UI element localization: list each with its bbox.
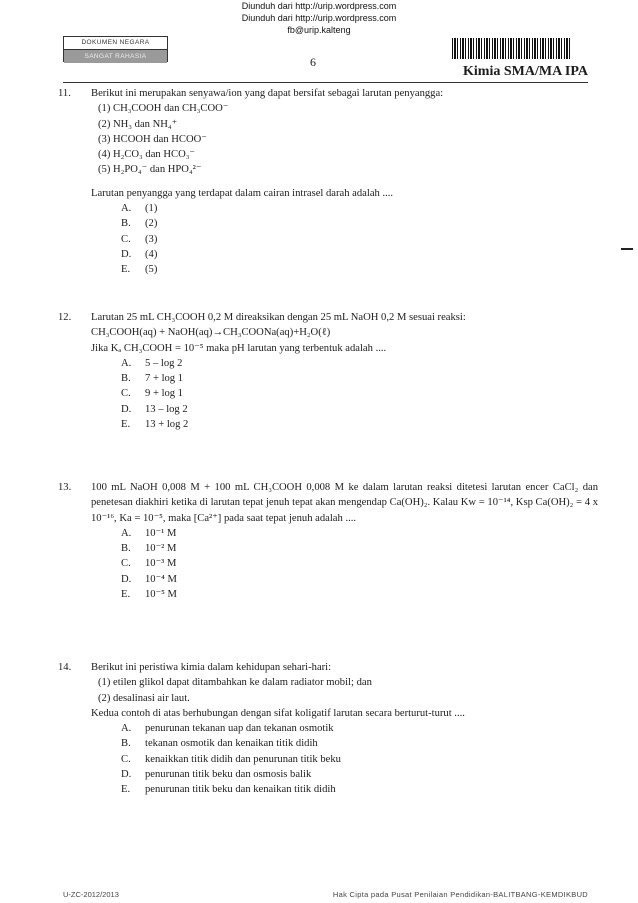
question-stem: Berikut ini peristiwa kimia dalam kehidupan sehari-hari: <box>91 662 332 673</box>
question-stem: Larutan 25 mL CH₃COOH 0,2 M direaksikan dengan 25 mL NaOH 0,2 M sesuai reaksi: <box>91 312 466 323</box>
option-d: D. 13 – log 2 <box>121 403 188 415</box>
margin-mark <box>621 248 633 250</box>
option-a: A. 10⁻¹ M <box>121 527 177 539</box>
option-e: E. penurunan titik beku dan kenaikan titik didih <box>121 784 336 796</box>
option-list <box>121 721 598 797</box>
option-b: B. (2) <box>121 218 158 230</box>
item-list <box>98 101 598 177</box>
option-d: D. (4) <box>121 248 158 260</box>
question-prompt: Kedua contoh di atas berhubungan dengan sifat koligatif larutan secara berturut-turut .... <box>91 707 465 719</box>
list-item: (1) CH₃COOH dan CH₃COO⁻ <box>98 103 229 115</box>
option-a: A. 5 – log 2 <box>121 357 183 369</box>
doc-label: DOKUMEN NEGARA <box>64 37 167 50</box>
document-classification-box <box>63 36 168 62</box>
option-e: E. 10⁻⁵ M <box>121 589 177 601</box>
option-e: E. 13 + log 2 <box>121 419 189 431</box>
option-b: B. 7 + log 1 <box>121 373 184 385</box>
option-d: D. penurunan titik beku dan osmosis balik <box>121 769 312 781</box>
option-a: A. penurunan tekanan uap dan tekanan osmotik <box>121 723 334 735</box>
question-stem: Berikut ini merupakan senyawa/ion yang dapat bersifat sebagai larutan penyangga: <box>91 88 444 99</box>
item-list <box>98 675 598 706</box>
footer-copyright: Hak Cipta pada Pusat Penilaian Pendidikan-BALITBANG-KEMDIKBUD <box>332 890 588 899</box>
watermark-line-1: Diunduh dari http://urip.wordpress.com <box>241 1 397 11</box>
question-prompt: Jika Kₐ CH₃COOH = 10⁻⁵ maka pH larutan yang terbentuk adalah .... <box>91 342 387 354</box>
list-item: (3) HCOOH dan HCOO⁻ <box>98 133 207 145</box>
question-number: 11. <box>58 88 71 99</box>
question-number: 13. <box>58 482 72 493</box>
option-list <box>121 526 598 602</box>
question-12 <box>58 310 598 432</box>
footer-code: U-ZC-2012/2013 <box>63 890 119 899</box>
list-item: (2) desalinasi air laut. <box>98 692 190 704</box>
option-a: A. (1) <box>121 203 158 215</box>
list-item: (5) H₂PO₄⁻ dan HPO₄²⁻ <box>98 164 202 176</box>
question-11 <box>58 86 598 278</box>
subject-title: Kimia SMA/MA IPA <box>463 64 588 79</box>
watermark-line-3: fb@urip.kalteng <box>287 25 351 35</box>
option-c: C. (3) <box>121 233 158 245</box>
option-list <box>121 201 598 277</box>
question-14 <box>58 660 598 798</box>
secret-label: SANGAT RAHASIA <box>64 50 167 63</box>
option-c: C. 10⁻³ M <box>121 558 177 570</box>
header-rule <box>63 82 588 83</box>
list-item: (4) H₂CO₃ dan HCO₃⁻ <box>98 149 195 161</box>
question-13 <box>58 480 598 602</box>
option-b: B. tekanan osmotik dan kenaikan titik didih <box>121 738 318 750</box>
option-c: C. kenaikkan titik didih dan penurunan titik beku <box>121 753 341 765</box>
option-list <box>121 356 598 432</box>
question-stem: 100 mL NaOH 0,008 M + 100 mL CH₃COOH 0,008 M ke dalam larutan reaksi ditetesi larutan encer CaCl₂ dan penetesan diakhiri ketika di larutan tepat jenuh tepat akan mengendap Ca(OH)₂. Kalau Kw = 10⁻¹⁴, Ksp Ca(OH)₂ = 4 x 10⁻¹⁶, Ka = 10⁻⁵, maka [Ca²⁺] pada saat tepat jenuh adalah .... <box>91 482 598 524</box>
option-d: D. 10⁻⁴ M <box>121 573 177 585</box>
question-number: 12. <box>58 312 72 323</box>
page-number: 6 <box>310 55 316 69</box>
list-item: (1) etilen glikol dapat ditambahkan ke dalam radiator mobil; dan <box>98 677 372 689</box>
reaction-equation: CH₃COOH(aq) + NaOH(aq)→CH₃COONa(aq)+H₂O(ℓ) <box>91 327 331 339</box>
option-b: B. 10⁻² M <box>121 543 177 555</box>
list-item: (2) NH₃ dan NH₄⁺ <box>98 118 178 130</box>
watermark-line-2: Diunduh dari http://urip.wordpress.com <box>241 13 397 23</box>
question-number: 14. <box>58 662 72 673</box>
option-e: E. (5) <box>121 264 158 276</box>
barcode <box>452 38 570 59</box>
question-prompt: Larutan penyangga yang terdapat dalam cairan intrasel darah adalah .... <box>91 187 394 199</box>
option-c: C. 9 + log 1 <box>121 388 184 400</box>
